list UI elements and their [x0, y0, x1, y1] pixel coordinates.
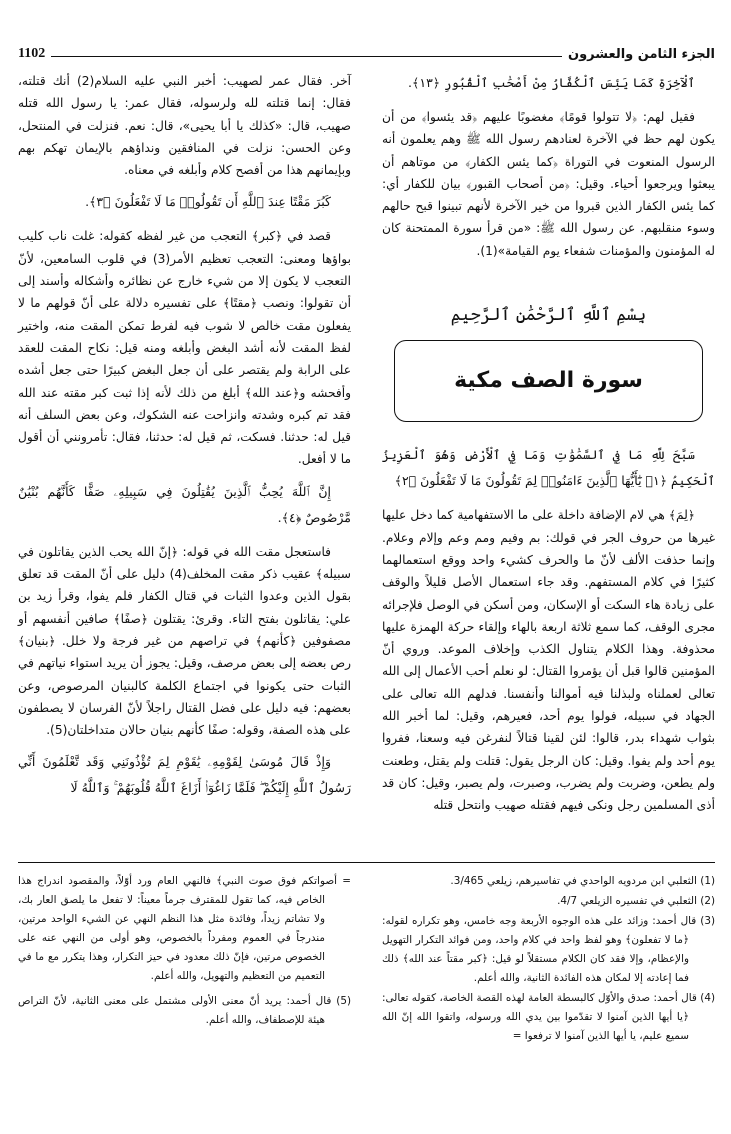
- surah-title-box: [394, 340, 703, 422]
- footnote: (1) الثعلبي ابن مردويه الواحدي في تفاسيرهم، زيلعي 3/465.: [450, 875, 715, 887]
- footnote: (3) قال أحمد: وزائد على هذه الوجوه الأربعة وجه خامس، وهو تكراره لقوله: ﴿ما لا تفعلون﴾ وهو لفظ واحد في كلام واحد، ومن فوائد التكرار التهويل والإعظام، وإلا فقد كان الكلام مستقلاً لو قيل: ﴿كبر مقتاً عند الله﴾ ذلك فما إعادته إلا لمكان هذه الفائدة الثانية، والله أعلم.: [382, 915, 715, 984]
- quran-verse: سَبَّحَ لِلَّهِ مَا فِي ٱلسَّمَٰوَٰتِ وَمَا فِي ٱلْأَرْضِ وَهُوَ ٱلْعَزِيزُ ٱلْحَكِيمُ ﴿١﴾ يَٰٓأَيُّهَا ٱلَّذِينَ ءَامَنُوا۟ لِمَ تَقُولُونَ مَا لَا تَفْعَلُونَ ﴿٢﴾: [382, 447, 715, 489]
- footnote-rule: [18, 862, 715, 863]
- header-rule: [51, 56, 562, 57]
- right-column: [382, 70, 715, 825]
- page-header: [18, 40, 715, 62]
- quran-verse: إِنَّ ٱللَّهَ يُحِبُّ ٱلَّذِينَ يُقَٰتِلُونَ فِي سَبِيلِهِۦ صَفًّا كَأَنَّهُم بُنْيَٰنٌ مَّرْصُوصٌ ﴿٤﴾.: [18, 483, 351, 525]
- footnote-continuation: = أصواتكم فوق صوت النبي﴾ فالنهي العام ورد أوّلاً، والمقصود اندراج هذا الخاص فيه، كما تقول للمقترف جرماً معيناً: لا تفعل ما يلصق العار بك، ولا تشاتم زيداً، وفائدة مثل هذا النظم النهي عن الشيء الواحد مرتين، مندرجاً في العموم ومفرداً بالخصوص، وهو أولى من النهي عنه على الخصوص مرتين، فإنّ ذلك معدود في حيز التكرار، وهذا يتكرر مع ما في التعميم من التعظيم والتهويل، والله أعلم.: [18, 875, 351, 982]
- footnotes-right: [382, 872, 715, 1047]
- quran-verse: كَبُرَ مَقْتًا عِندَ ٱللَّهِ أَن تَقُولُوا۟ مَا لَا تَفْعَلُونَ ﴿٣﴾.: [85, 194, 331, 210]
- footnote: (4) قال أحمد: صدق والأوّل كالبسطة العامة لهذه القصة الخاصة، كقوله تعالى: ﴿يا أيها الذين آمنوا لا تقدّموا بين يدي الله ورسوله، واتقوا الله إنّ الله سميع عليم، يا أيها الذين آمنوا لا ترفعوا =: [382, 992, 715, 1042]
- surah-title: سورة الصف مكية: [454, 368, 643, 394]
- page-number: 1102: [18, 46, 46, 61]
- commentary-paragraph: قصد في ﴿كبر﴾ التعجب من غير لفظه كقوله: غلت ناب كليب بواؤها ومعنى: التعجب تعظيم الأمر(3) في قلوب السامعين، لأنّ التعجب لا يكون إلا من شيء خارج عن نظائره وأشكاله وأسند إلى أن تقولوا: ونصب ﴿مقتًا﴾ على تفسيره دلالة على أنّ قولهم ما لا يفعلون مقت خالص لا شوب فيه لفرط تمكن المقت منه، واختير لفظ المقت لأنه أشد البغض وأبلغه ومنه قيل: نكاح المقت للعقد على الرابة ولم يقتصر على أن جعل البغض كبيرًا حتى جعل أشده وأفحشه و﴿عند الله﴾ أبلغ من ذلك لأنه إذا ثبت كبر مقته عند الله فقد تم كبره وشدته وانزاحت عنه الشكوك، وعن بعض السلف أنه قيل له: حدثنا. فسكت، ثم قيل له: حدثنا، فقال: تأمرونني أن أقول ما لا أفعل.: [18, 229, 351, 467]
- footnote: (2) الثعلبي في تفسيره الزيلعي 4/7.: [557, 895, 715, 907]
- left-column: [18, 70, 351, 811]
- commentary-paragraph: فاستعجل مقت الله في قوله: ﴿إنّ الله يحب الذين يقاتلون في سبيله﴾ عقيب ذكر مقت المخلف(4) دليل على أنّ المقت قد تعلق بقول الذين وعدوا الثبات في قتال الكفار فلم يفوا، وقرأ زيد بن علي: يقاتلون بفتح التاء. وقرئ: يقتلون ﴿صفًا﴾ صافين أنفسهم أو مصفوفين ﴿كأنهم﴾ في تراصهم من غير فرجة ولا خلل. ﴿بنيان﴾ رص بعضه إلى بعض مرصف، وقيل: يجوز أن يريد استواء نياتهم في الثبات حتى يكونوا في اجتماع الكلمة كالبنيان المرصوص، وعن بعضهم: فيه دليل على فضل القتال راجلاً لأنّ الفرسان لا يصطفون على هذه الصفة، وقوله: صفًا كأنهم بنيان حالان متداخلتان(5).: [18, 544, 352, 738]
- quran-verse: ٱلْآخِرَةِ كَمَا يَئِسَ ٱلْكُفَّارُ مِنْ أَصْحَٰبِ ٱلْقُبُورِ ﴿١٣﴾.: [408, 75, 695, 90]
- footnote: (5) قال أحمد: يريد أنّ معنى الأولى مشتمل على معنى الثانية، لأنّ التراص هيئة للإصطفاف، والله أعلم.: [18, 995, 351, 1026]
- commentary-paragraph: آخر. فقال عمر لصهيب: أخبر النبي عليه السلام(2) أنك قتلته، فقال: إنما قتلته لله ولرسوله، فقال عمر: يا رسول الله قتله صهيب، قال: «كذلك يا أبا يحيى»، قال: نعم. فنزلت في المنتحل، وعن الحسن: نزلت في المنافقين ونداؤهم بالإيمان تهكم بهم وبإيمانهم هذا من أفصح كلام وأبلغه في معناه.: [18, 74, 351, 178]
- commentary-paragraph: ﴿لِمَ﴾ هي لام الإضافة داخلة على ما الاستفهامية كما دخل عليها غيرها من حروف الجر في قولك: بم وفيم ومم وعم وإلام وعلام. وإنما حذفت الألف لأنّ ما والحرف كشيء واحد ووقع استعمالهما كثيرًا في كلام المستفهم. وقد جاء استعمال الأصل قليلاً والوقف على زيادة هاء السكت أو الإسكان، ومن أسكن في الوصل فلإجرائه مجرى الوقف، كما سمع ثلاثة اربعة بالهاء وإلقاء حركة الهمزة عليها محذوفة. وهذا الكلام يتناول الكذب وإخلاف الموعد. وروي أنّ المؤمنين قالوا قبل أن يؤمروا القتال: لو نعلم أحب الأعمال إلى الله تعالى لعملناه ولبذلنا فيه أموالنا وأنفسنا. فدلهم الله تعالى على الجهاد في سبيله، فولوا يوم أحد، فعيرهم، وقيل: لما أخبر الله بثواب شهداء بدر، قالوا: لئن لقينا قتالاً لنفرغن فيه وسعنا، ففروا يوم أحد ولم يفوا. وقيل: كان الرجل يقول: قتلت ولم يقتل، وطعنت ولم يطعن، وضربت ولم يضرب، وصبرت، ولم يصبر، وقيل: كان قد أذى المسلمين رجل ونكى فيهم فقتله صهيب وانتحل قتله: [382, 508, 715, 813]
- basmala: بِسْمِ ٱللَّهِ ٱلرَّحْمَٰنِ ٱلرَّحِيمِ: [450, 305, 647, 326]
- running-title: الجزء الثامن والعشرون: [567, 47, 715, 62]
- footnotes-left: [18, 872, 351, 1031]
- commentary-paragraph: فقيل لهم: ﴿لا تتولوا قومًا﴾ مغضوبًا عليهم ﴿قد يئسوا﴾ من أن يكون لهم حظ في الآخرة لعنادهم رسول الله ﷺ وهم يعلمون أنه الرسول المنعوت في التوراة ﴿كما يئس الكفار﴾ من موتاهم أن يبعثوا ويرجعوا أحياء. وقيل: ﴿من أصحاب القبور﴾ بيان للكفار أي: كما يئس الكفار الذين قبروا من خير الآخرة لأنهم تبينوا قبح حالهم وسوء منقلبهم. عن رسول الله ﷺ: «من قرأ سورة الممتحنة كان له المؤمنون والمؤمنات شفعاء يوم القيامة»(1).: [382, 110, 715, 258]
- quran-verse: وَإِذْ قَالَ مُوسَىٰ لِقَوْمِهِۦ يَٰقَوْمِ لِمَ تُؤْذُونَنِي وَقَد تَّعْلَمُونَ أَنِّي رَسُولُ ٱللَّهِ إِلَيْكُمْ ۖ فَلَمَّا زَاغُوٓا۟ أَزَاغَ ٱللَّهُ قُلُوبَهُمْ ۚ وَٱللَّهُ لَا: [18, 754, 351, 796]
